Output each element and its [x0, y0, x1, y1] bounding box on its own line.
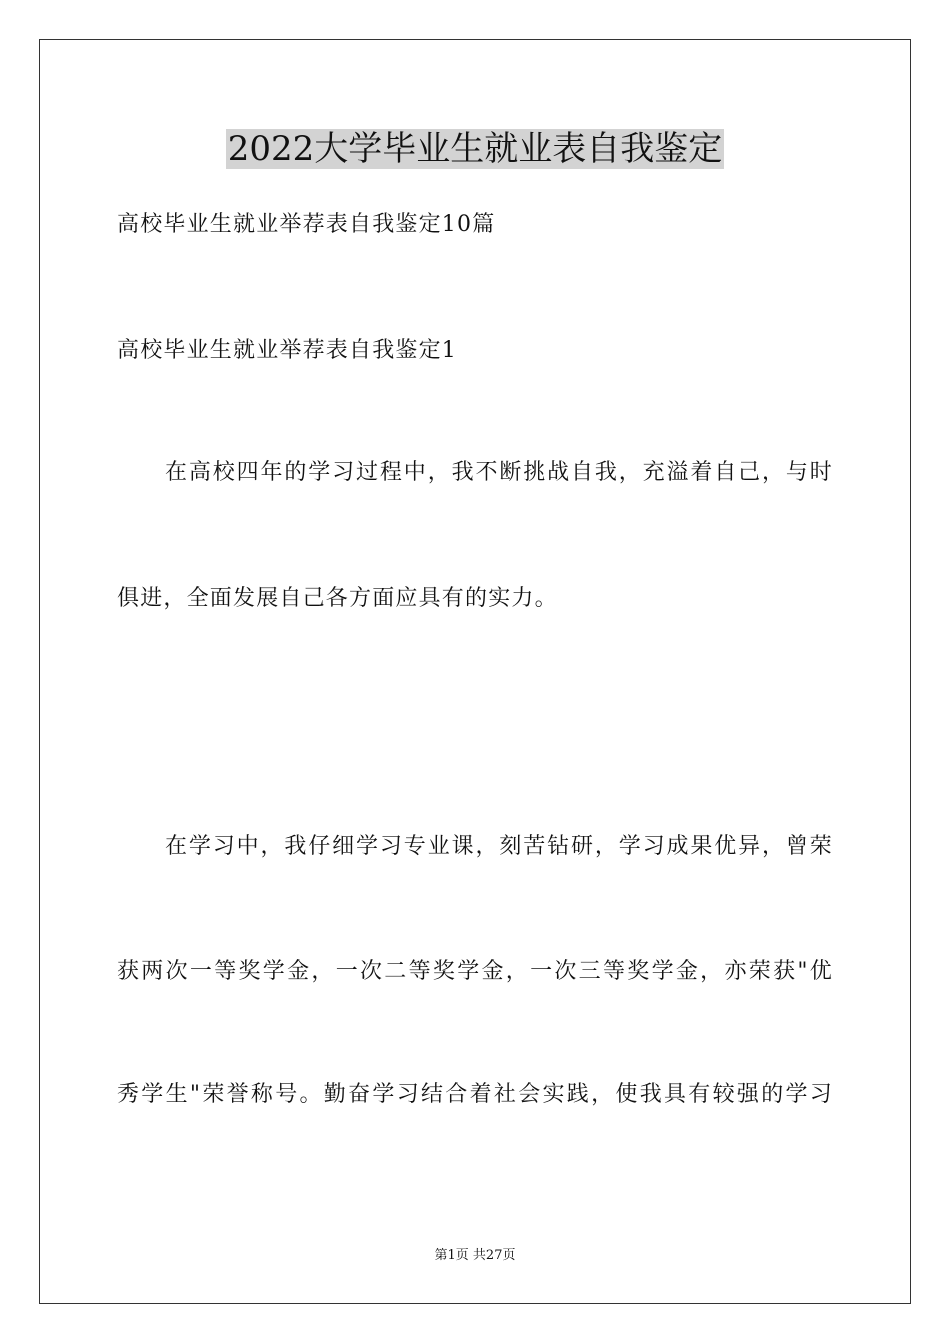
- paragraph-1-line-2: 俱进，全面发展自己各方面应具有的实力。: [117, 586, 558, 611]
- document-title-text: 2022大学毕业生就业表自我鉴定: [227, 129, 723, 169]
- paragraph-2-line-2: 获两次一等奖学金，一次二等奖学金，一次三等奖学金，亦荣获"优: [117, 959, 833, 984]
- document-title: [0, 125, 950, 173]
- page-footer: 第1页 共27页: [434, 1248, 516, 1263]
- document-subtitle: 高校毕业生就业举荐表自我鉴定10篇: [117, 212, 496, 237]
- section-heading: 高校毕业生就业举荐表自我鉴定1: [117, 338, 457, 363]
- paragraph-1-line-1: 在高校四年的学习过程中，我不断挑战自我，充溢着自己，与时: [165, 460, 833, 485]
- paragraph-2-line-1: 在学习中，我仔细学习专业课，刻苦钻研，学习成果优异，曾荣: [165, 834, 833, 859]
- paragraph-2-line-3: 秀学生"荣誉称号。勤奋学习结合着社会实践，使我具有较强的学习: [117, 1082, 833, 1107]
